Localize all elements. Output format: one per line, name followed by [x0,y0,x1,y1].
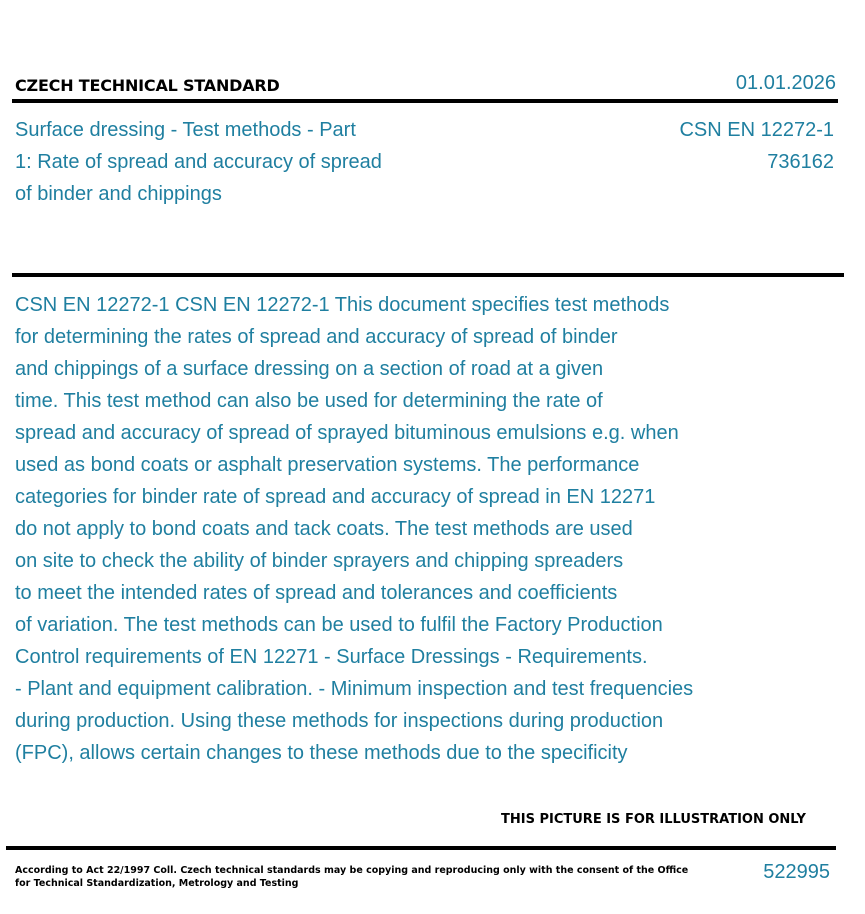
classification-number: 736162 [767,151,834,173]
legal-notice [15,864,689,890]
title-line: of binder and chippings [15,183,222,205]
bottom-divider [6,846,836,850]
abstract-line: CSN EN 12272-1 CSN EN 12272-1 This document specifies test methods [15,294,670,316]
abstract-line: time. This test method can also be used for determining the rate of [15,390,603,412]
legal-line: According to Act 22/1997 Coll. Czech technical standards may be copying and reproducing only with the consent of the Office [15,865,689,876]
standard-number: CSN EN 12272-1 [679,119,834,141]
title-line: 1: Rate of spread and accuracy of spread [15,151,382,173]
document-type-label: CZECH TECHNICAL STANDARD [15,76,280,95]
abstract-line: - Plant and equipment calibration. - Minimum inspection and test frequencies [15,678,694,700]
abstract-line: (FPC), allows certain changes to these methods due to the specificity [15,742,628,764]
illustration-note: THIS PICTURE IS FOR ILLUSTRATION ONLY [501,812,806,827]
abstract-line: to meet the intended rates of spread and tolerances and coefficients [15,582,618,604]
abstract-text [15,289,755,769]
abstract-line: during production. Using these methods for inspections during production [15,710,664,732]
abstract-line: for determining the rates of spread and accuracy of spread of binder [15,326,618,348]
abstract-line: Control requirements of EN 12271 - Surface Dressings - Requirements. [15,646,648,668]
abstract-line: on site to check the ability of binder sprayers and chipping spreaders [15,550,624,572]
legal-line: for Technical Standardization, Metrology and Testing [15,878,299,889]
document-title [15,114,435,210]
publication-date: 01.01.2026 [735,72,836,94]
top-divider [12,99,838,103]
title-line: Surface dressing - Test methods - Part [15,119,356,141]
abstract-line: spread and accuracy of spread of sprayed bituminous emulsions e.g. when [15,422,679,444]
abstract-line: used as bond coats or asphalt preservation systems. The performance [15,454,640,476]
product-number: 522995 [763,861,830,883]
middle-divider [12,273,844,277]
abstract-line: do not apply to bond coats and tack coats. The test methods are used [15,518,633,540]
abstract-line: categories for binder rate of spread and accuracy of spread in EN 12271 [15,486,656,508]
abstract-line: of variation. The test methods can be used to fulfil the Factory Production [15,614,663,636]
standard-codes [679,114,834,178]
abstract-line: and chippings of a surface dressing on a section of road at a given [15,358,604,380]
